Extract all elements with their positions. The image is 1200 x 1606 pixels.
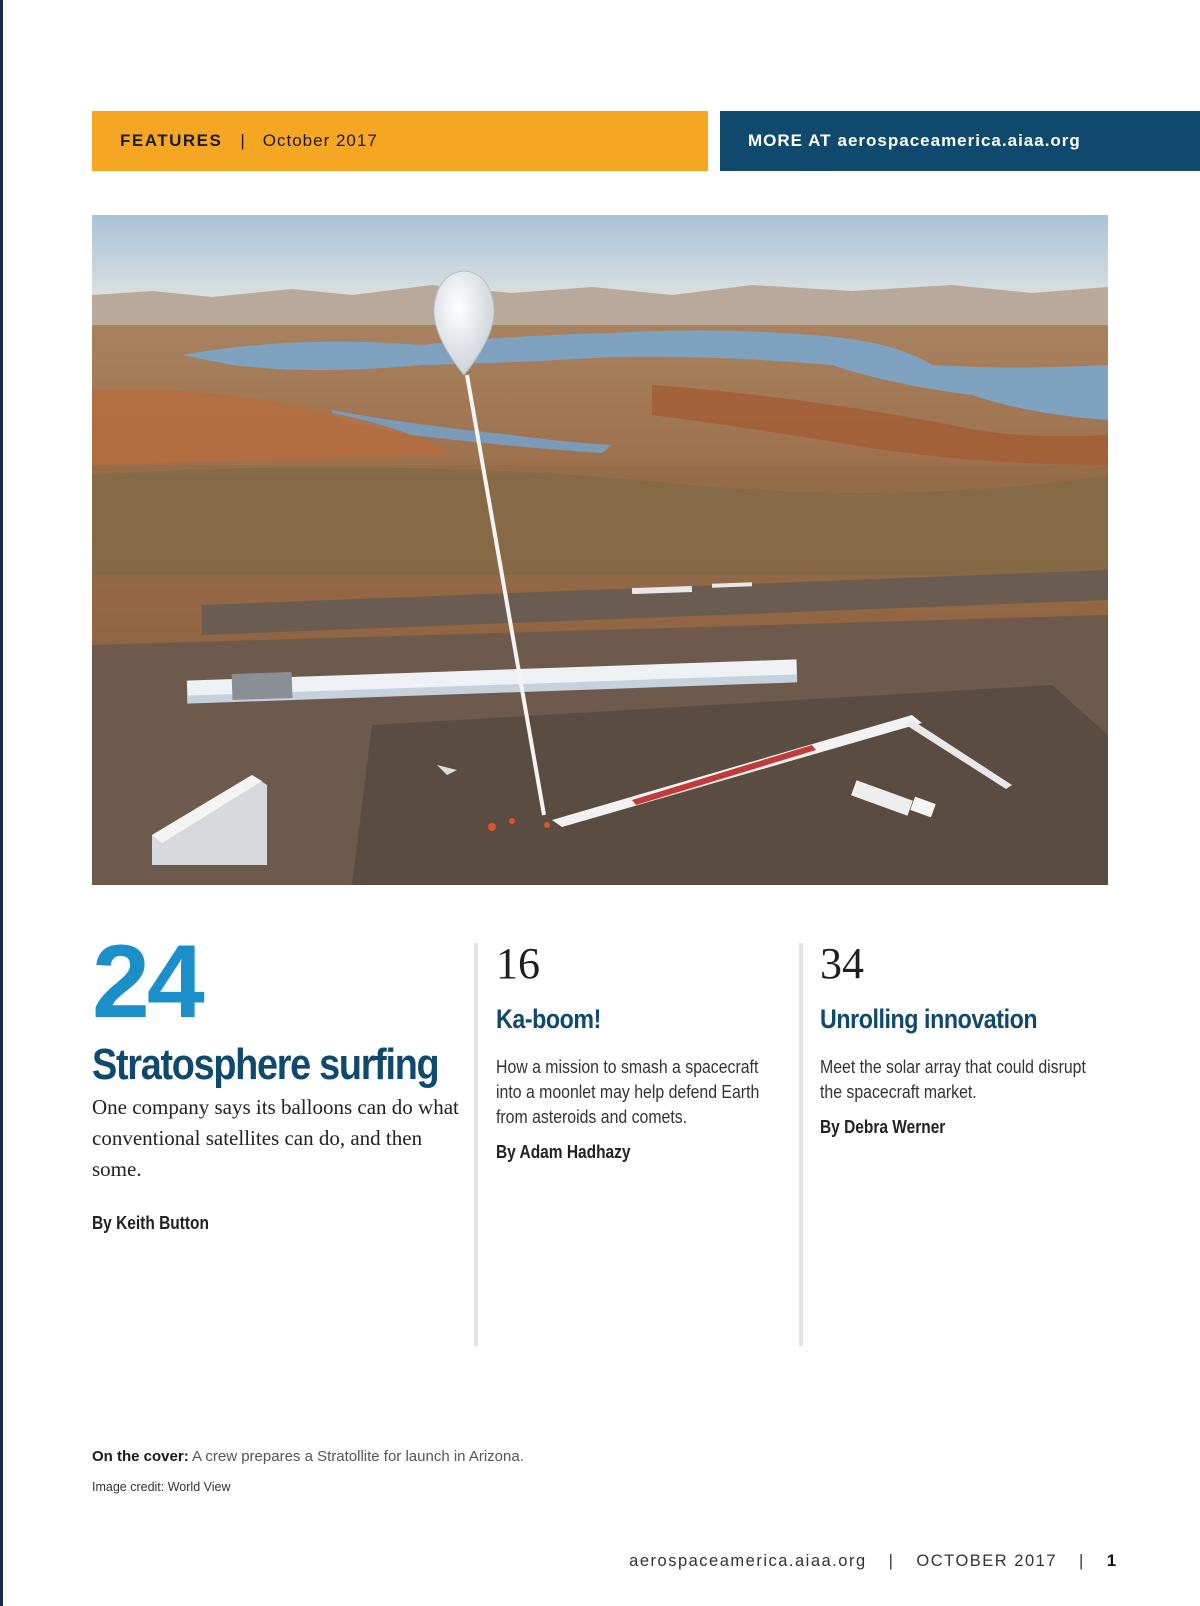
cover-caption xyxy=(92,1448,524,1465)
main-feature-page-number: 24 xyxy=(92,924,202,1040)
footer-separator: | xyxy=(888,1552,895,1570)
page-footer xyxy=(629,1552,1116,1571)
feature-page-number: 16 xyxy=(496,939,540,988)
issue-date: October 2017 xyxy=(262,131,378,150)
feature-page-number: 34 xyxy=(820,939,864,988)
column-divider xyxy=(799,943,803,1346)
footer-issue: OCTOBER 2017 xyxy=(916,1552,1058,1570)
feature-byline: By Debra Werner xyxy=(820,1117,946,1137)
footer-url[interactable]: aerospaceamerica.aiaa.org xyxy=(629,1552,867,1570)
feature-item[interactable] xyxy=(820,940,1110,1138)
cover-caption-label: On the cover: xyxy=(92,1448,189,1465)
header-separator: | xyxy=(240,131,245,150)
main-feature-byline: By Keith Button xyxy=(92,1213,209,1233)
image-credit: Image credit: World View xyxy=(92,1480,231,1494)
main-feature-description: One company says its balloons can do what conventional satellites can do, and then some. xyxy=(92,1095,459,1181)
more-at-bar[interactable] xyxy=(720,111,1200,171)
feature-byline: By Adam Hadhazy xyxy=(496,1142,631,1162)
more-at-url[interactable]: aerospaceamerica.aiaa.org xyxy=(837,131,1081,150)
more-at-prefix: MORE AT xyxy=(748,131,832,150)
feature-description: How a mission to smash a spacecraft into a moonlet may help defend Earth from asteroids and comets. xyxy=(496,1057,760,1127)
feature-item[interactable] xyxy=(496,940,786,1163)
page-edge-line xyxy=(0,0,3,1606)
features-header-bar xyxy=(92,111,708,171)
section-label: FEATURES xyxy=(120,131,223,150)
footer-separator: | xyxy=(1079,1552,1085,1570)
page-number: 1 xyxy=(1106,1552,1116,1570)
column-divider xyxy=(474,943,478,1346)
cover-photo xyxy=(92,215,1108,885)
feature-title[interactable]: Unrolling innovation xyxy=(820,1004,1038,1034)
main-feature-title[interactable]: Stratosphere surfing xyxy=(92,1040,439,1089)
main-feature[interactable] xyxy=(92,924,462,1234)
feature-description: Meet the solar array that could disrupt the spacecraft market. xyxy=(820,1057,1086,1102)
feature-title[interactable]: Ka-boom! xyxy=(496,1004,601,1034)
cover-caption-text: A crew prepares a Stratollite for launch in Arizona. xyxy=(192,1448,524,1465)
